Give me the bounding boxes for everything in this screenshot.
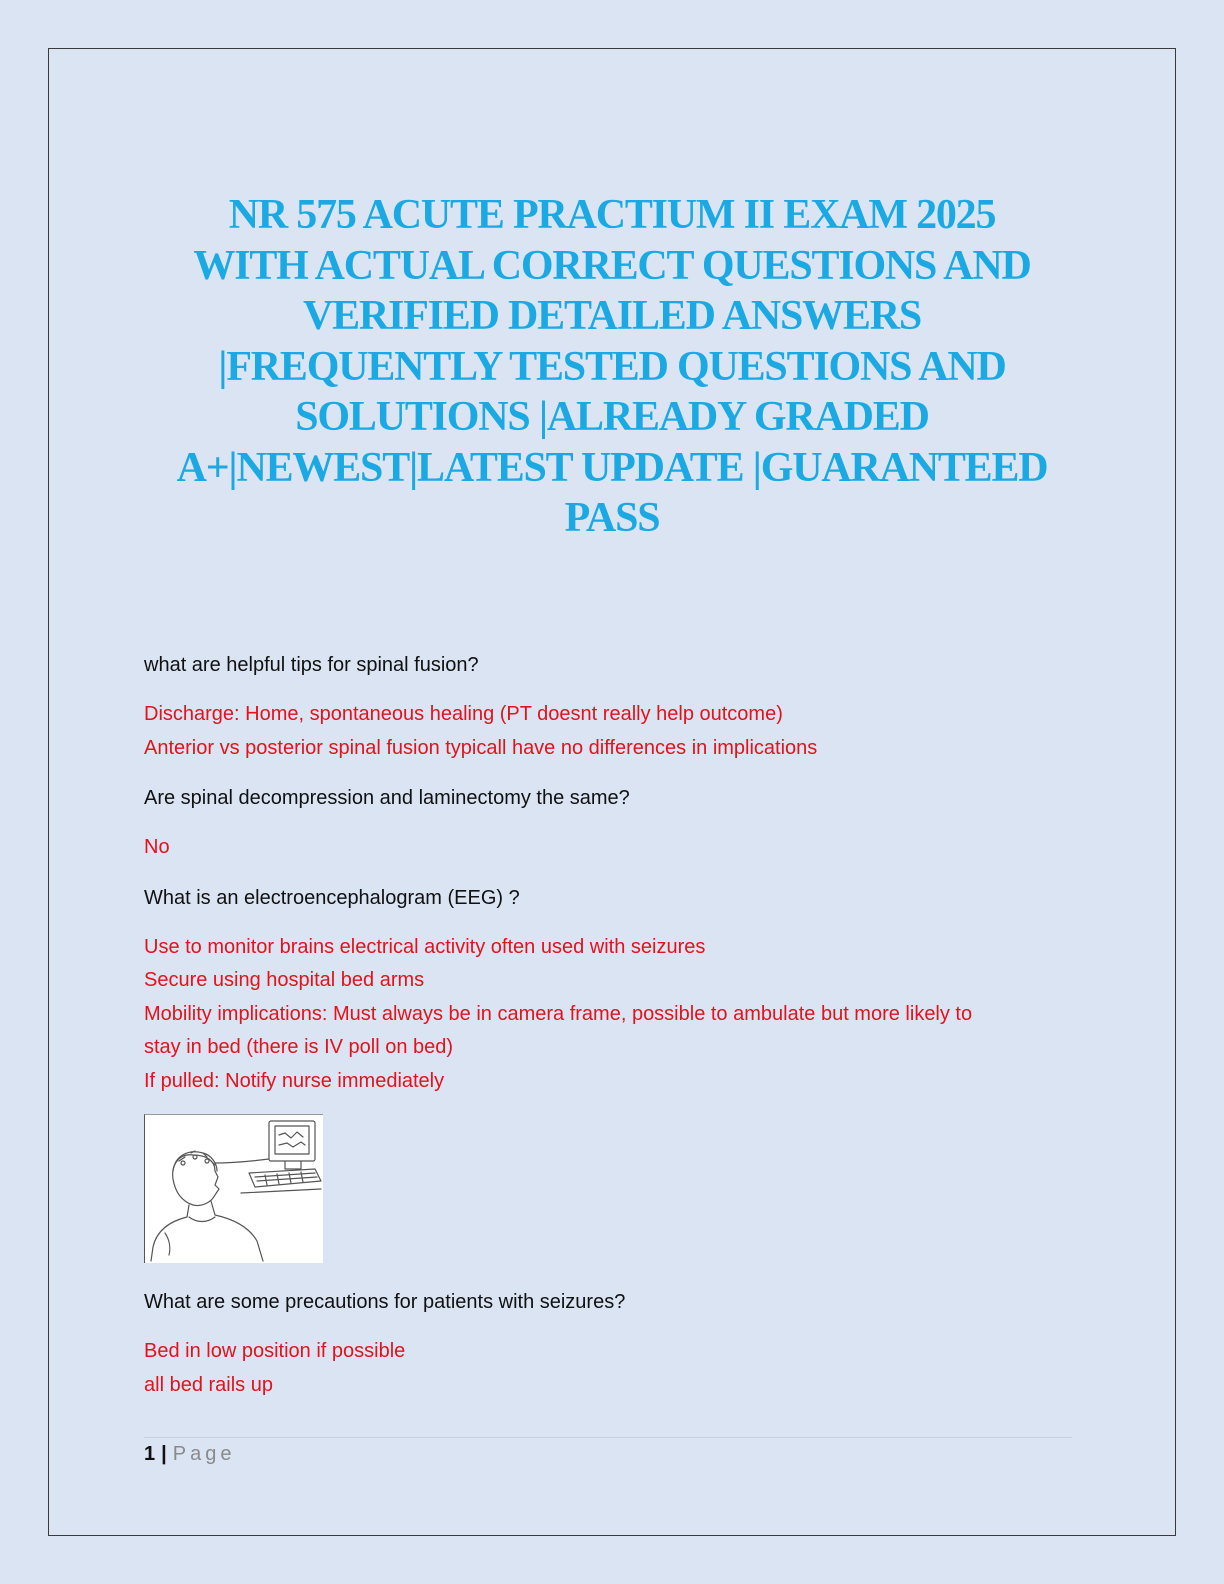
eeg-patient-illustration: [144, 1114, 323, 1263]
answer-block: [144, 831, 1084, 865]
answer-line: Discharge: Home, spontaneous healing (PT doesnt really help outcome): [144, 703, 783, 725]
title-line: A+|NEWEST|LATEST UPDATE |GUARANTEED: [176, 444, 1048, 491]
answer-line: Bed in low position if possible: [144, 1340, 406, 1362]
title-line: |FREQUENTLY TESTED QUESTIONS AND: [218, 343, 1006, 390]
answer-line: No: [144, 836, 170, 858]
title-line: VERIFIED DETAILED ANSWERS: [302, 293, 922, 339]
question-text: What are some precautions for patients with seizures?: [144, 1291, 626, 1313]
answer-line: If pulled: Notify nurse immediately: [144, 1069, 445, 1092]
qa-content: [144, 648, 1084, 1418]
answer-block: [144, 931, 1084, 1099]
document-title: [130, 190, 1094, 544]
answer-line: Anterior vs posterior spinal fusion typicall have no differences in implications: [144, 736, 818, 759]
answer-line: Mobility implications: Must always be in camera frame, possible to ambulate but more likely to: [144, 1002, 973, 1025]
answer-line: Secure using hospital bed arms: [144, 969, 425, 991]
title-line: WITH ACTUAL CORRECT QUESTIONS AND: [193, 242, 1031, 289]
answer-line: Use to monitor brains electrical activity often used with seizures: [144, 935, 706, 958]
page-number: 1: [144, 1443, 156, 1465]
answer-line: stay in bed (there is IV poll on bed): [144, 1036, 454, 1058]
footer-separator: |: [161, 1443, 167, 1465]
page-footer: [144, 1440, 235, 1468]
footer-divider: [144, 1437, 1072, 1438]
question-text: What is an electroencephalogram (EEG) ?: [144, 886, 520, 909]
answer-block: [144, 1335, 1084, 1402]
question-text: what are helpful tips for spinal fusion?: [144, 654, 479, 676]
question-text: Are spinal decompression and laminectomy the same?: [144, 787, 630, 809]
title-line: NR 575 ACUTE PRACTIUM II EXAM 2025: [228, 192, 996, 238]
answer-line: all bed rails up: [144, 1373, 273, 1396]
title-line: SOLUTIONS |ALREADY GRADED: [295, 394, 929, 440]
eeg-illustration-icon: [145, 1115, 323, 1263]
page-label: Page: [172, 1443, 236, 1465]
answer-block: [144, 698, 1084, 765]
title-line: PASS: [564, 495, 660, 541]
